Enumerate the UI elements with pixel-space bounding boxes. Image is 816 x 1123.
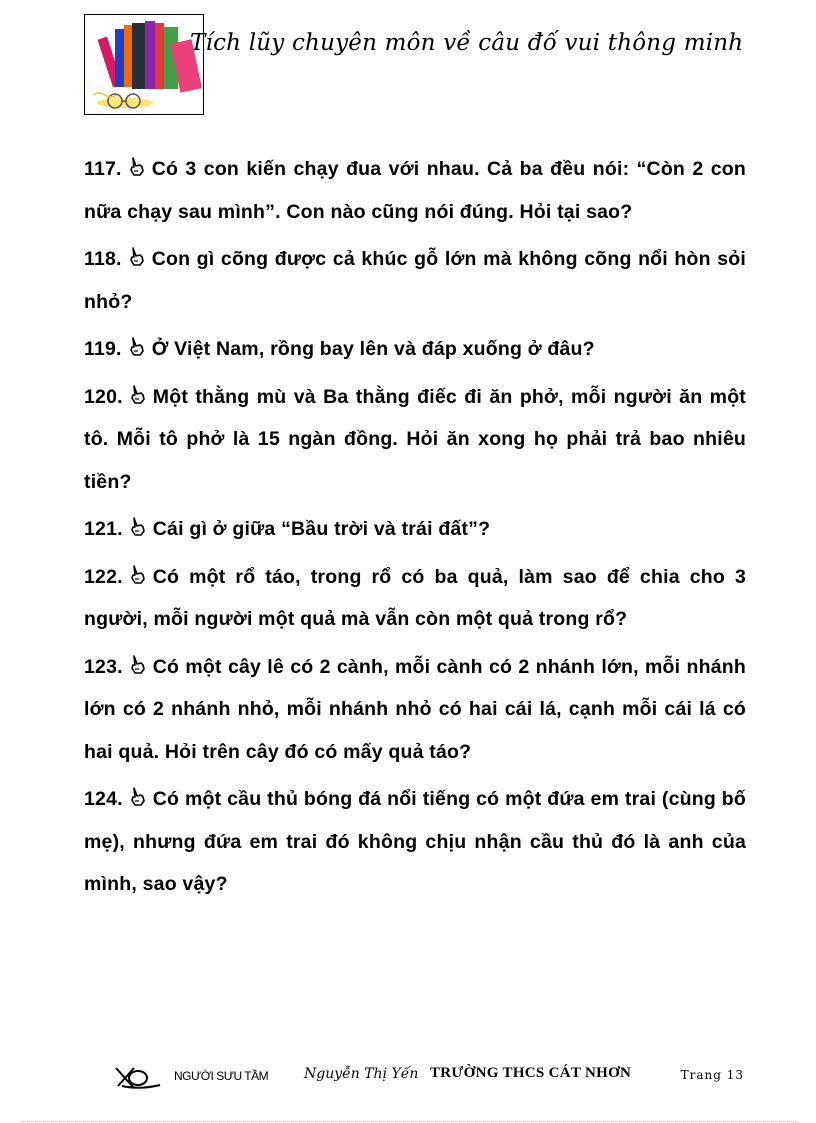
question-number: 122. — [84, 565, 123, 588]
question-number: 117. — [84, 158, 122, 180]
question-text: Con gì cõng được cả khúc gỗ lớn mà không cõng nổi hòn sỏi nhỏ? — [84, 248, 746, 313]
pointing-hand-icon — [128, 247, 146, 267]
collector-label: NGƯỜI SƯU TẦM — [174, 1069, 269, 1083]
question-text: Có một cây lê có 2 cành, mỗi cành có 2 nhánh lớn, mỗi nhánh lớn có 2 nhánh nhỏ, mỗi nhánh nhỏ có hai cái lá, cạnh mỗi cái lá có hai quả. Hỏi trên cây đó có mấy quả táo? — [84, 655, 746, 763]
footer — [84, 1058, 746, 1098]
question-number: 124. — [84, 788, 123, 810]
pointing-hand-icon — [129, 655, 147, 675]
question-item — [84, 238, 746, 323]
page-number: Trang 13 — [680, 1068, 744, 1082]
pointing-hand-icon — [129, 517, 147, 537]
question-list — [84, 148, 746, 911]
pointing-hand-icon — [129, 787, 147, 807]
question-item — [84, 148, 746, 233]
question-item — [84, 556, 746, 641]
header-logo — [84, 14, 204, 115]
question-number: 123. — [84, 655, 123, 678]
question-text: Cái gì ở giữa “Bầu trời và trái đất”? — [152, 518, 491, 540]
books-and-glasses-icon — [85, 15, 204, 115]
question-number: 118. — [84, 248, 122, 270]
page-title: Tích lũy chuyên môn về câu đố vui thông minh — [190, 30, 744, 56]
pointing-hand-icon — [129, 565, 147, 585]
question-number: 121. — [84, 518, 123, 540]
question-item — [84, 508, 746, 551]
question-number: 120. — [84, 385, 123, 408]
pointing-hand-icon — [128, 337, 146, 357]
question-item — [84, 778, 746, 906]
pointing-hand-icon — [128, 157, 146, 177]
question-number: 119. — [84, 338, 122, 360]
question-text: Có 3 con kiến chạy đua với nhau. Cả ba đều nói: “Còn 2 con nữa chạy sau mình”. Con nào cũng nói đúng. Hỏi tại sao? — [84, 158, 746, 223]
signature-icon — [114, 1060, 162, 1090]
question-text: Có một rổ táo, trong rổ có ba quả, làm sao để chia cho 3 người, mỗi người một quả mà vẫn còn một quả trong rổ? — [84, 565, 746, 630]
question-item — [84, 646, 746, 774]
question-text: Một thằng mù và Ba thằng điếc đi ăn phở, mỗi người ăn một tô. Mỗi tô phở là 15 ngàn đồng. Hỏi ăn xong họ phải trả bao nhiêu tiền? — [84, 385, 746, 493]
question-item — [84, 328, 746, 371]
question-item — [84, 376, 746, 504]
school-name: TRƯỜNG THCS CÁT NHƠN — [430, 1065, 632, 1081]
pointing-hand-icon — [129, 385, 147, 405]
page-bottom-divider — [20, 1121, 796, 1122]
question-text: Ở Việt Nam, rồng bay lên và đáp xuống ở đâu? — [151, 338, 595, 360]
author-name: Nguyễn Thị Yến — [304, 1066, 419, 1082]
question-text: Có một cầu thủ bóng đá nổi tiếng có một đứa em trai (cùng bố mẹ), nhưng đứa em trai đó không chịu nhận cầu thủ đó là anh của mình, sao vậy? — [84, 788, 746, 895]
